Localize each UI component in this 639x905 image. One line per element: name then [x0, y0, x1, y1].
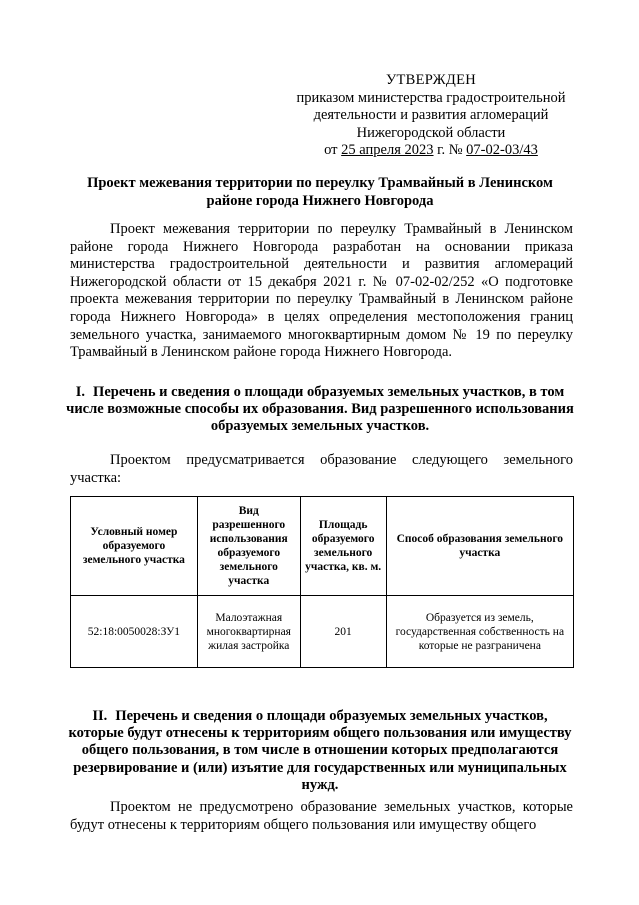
area-cell: 201 — [300, 596, 386, 668]
plot-number-cell: 52:18:0050028:ЗУ1 — [71, 596, 198, 668]
intro-paragraph: Проект межевания территории по переулку Трамвайный в Ленинском районе города Нижнего Новгорода разработан на основании приказа министерства градостроительной деятельности и развития агломераций Нижегородской области от 15 декабря 2021 г. № 07-02-02/252 «О подготовке проекта межевания территории по переулку Трамвайный в Ленинском районе города Нижнего Новгорода» в целях определения местоположения границ земельного участка, занимаемого многоквартирным домом № 19 по переулку Трамвайный в Ленинском районе города Нижнего Новгорода. — [70, 221, 573, 361]
section-1-paragraph: Проектом предусматривается образование следующего земельного участка: — [70, 452, 573, 486]
formation-method-cell: Образуется из земель, государственная собственность на которые не разграничена — [386, 596, 573, 668]
section-1-heading — [66, 384, 574, 436]
approval-date-prefix: от — [324, 142, 338, 158]
section-1-number: I. — [75, 384, 86, 400]
table-row — [71, 596, 574, 668]
table-header-row — [71, 497, 574, 596]
approval-stamp — [290, 72, 572, 160]
section-1-title: Перечень и сведения о площади образуемых земельных участков, в том числе возможные способы их образования. Вид разрешенного использования образуемых земельных участков. — [66, 384, 574, 435]
approval-line-1: приказом министерства градостроительной — [296, 89, 566, 106]
approval-title: УТВЕРЖДЕН — [385, 72, 477, 88]
approval-date: 25 апреля 2023 — [341, 142, 434, 158]
section-2-heading — [66, 708, 574, 794]
table-header-cell: Площадь образуемого земельного участка, кв. м. — [300, 497, 386, 596]
table-header-cell: Вид разрешенного использования образуемого земельного участка — [197, 497, 300, 596]
approval-date-line — [290, 142, 572, 160]
use-type-cell: Малоэтажная многоквартирная жилая застройка — [197, 596, 300, 668]
section-2-paragraph: Проектом не предусмотрено образование земельных участков, которые будут отнесены к территориям общего пользования или имуществу общего — [70, 799, 573, 833]
approval-number-prefix: г. № — [437, 142, 463, 158]
table-header-cell: Условный номер образуемого земельного участка — [71, 497, 198, 596]
approval-line-2: деятельности и развития агломераций — [313, 107, 549, 123]
section-2-number: II. — [92, 708, 108, 724]
section-2-title: Перечень и сведения о площади образуемых земельных участков, которые будут отнесены к территориям общего пользования или имуществу общего пользования, в том числе в отношении которых предполагаются резервирование и (или) изъятие для государственных или муниципальных нужд. — [68, 708, 572, 793]
approval-number: 07-02-03/43 — [466, 142, 538, 158]
approval-line-3: Нижегородской области — [356, 124, 506, 141]
document-title: Проект межевания территории по переулку Трамвайный в Ленинском районе города Нижнего Новгорода — [87, 175, 553, 209]
plots-table — [70, 496, 574, 668]
table-header-cell: Способ образования земельного участка — [386, 497, 573, 596]
